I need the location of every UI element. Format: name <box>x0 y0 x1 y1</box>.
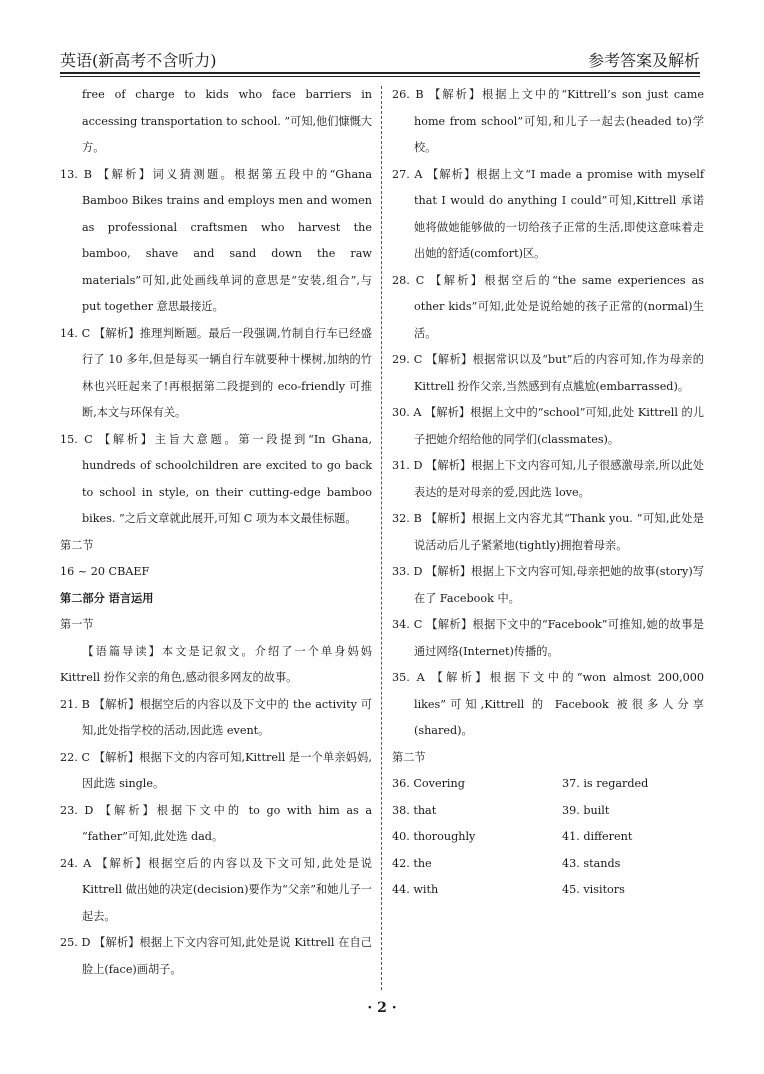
answer-explanation: 27. A 【解析】根据上文“I made a promise with myself that I would do anything I could”可知,Kittrell 承诺她将做她能够做的一切给孩子正常的生活,即使这意味着走出她的舒适(comfort)区。 <box>392 167 704 260</box>
answer-explanation: 23. D 【解析】根据下文中的 to go with him as a “father”可知,此处选 dad。 <box>60 803 372 843</box>
answer-explanation: 15. C 【解析】主旨大意题。第一段提到“In Ghana, hundreds of schoolchildren are excited to go back to school in style, on their cutting-edge bamboo bikes. ”之后文章就此展开,可知 C 项为本文最佳标题。 <box>60 432 372 525</box>
right-column <box>392 82 704 904</box>
left-column <box>60 82 372 983</box>
fill-blank-answer: 44. with <box>392 883 439 896</box>
answer-explanation: 21. B 【解析】根据空后的内容以及下文中的 the activity 可知,此处指学校的活动,因此选 event。 <box>60 697 372 737</box>
fill-blank-answer: 43. stands <box>562 856 621 870</box>
text-line: 【语篇导读】本文是记叙文。介绍了一个单身妈妈 Kittrell 扮作父亲的角色,感动很多网友的故事。 <box>60 644 372 684</box>
answer-explanation: 24. A 【解析】根据空后的内容以及下文可知,此处是说 Kittrell 做出她的决定(decision)要作为“父亲”和她儿子一起去。 <box>60 856 372 923</box>
answer-explanation: 26. B 【解析】根据上文中的“Kittrell’s son just came home from school”可知,和儿子一起去(headed to)学校。 <box>392 88 704 154</box>
fill-blank-answer: 40. thoroughly <box>392 830 476 843</box>
subject-title: 英语(新高考不含听力) <box>60 51 217 70</box>
answer-explanation: 30. A 【解析】根据上文中的“school”可知,此处 Kittrell 的儿子把她介绍给他的同学们(classmates)。 <box>392 406 704 446</box>
answer-grid <box>392 771 704 904</box>
fill-blank-answer: 37. is regarded <box>562 777 649 790</box>
column-divider <box>381 86 382 990</box>
fill-blank-answer: 42. the <box>392 856 432 870</box>
text-line: 第二节 <box>392 750 426 764</box>
header-rule-thin <box>60 76 700 77</box>
fill-blank-answer: 38. that <box>392 803 437 817</box>
text-line: 第二节 <box>60 538 94 552</box>
answer-explanation: 25. D 【解析】根据上下文内容可知,此处是说 Kittrell 在自己脸上(face)画胡子。 <box>60 936 372 976</box>
answer-explanation: 13. B 【解析】词义猜测题。根据第五段中的“Ghana Bamboo Bikes trains and employs men and women as professional craftsmen who harvest the bamboo, shave and sand down the raw materials”可知,此处画线单词的意思是“安装,组合”,与 put together 意思最接近。 <box>60 167 372 313</box>
text-line: 16 ~ 20 CBAEF <box>60 565 150 578</box>
section-title: 参考答案及解析 <box>587 51 700 70</box>
fill-blank-answer: 39. built <box>562 803 610 817</box>
answer-explanation: 28. C 【解析】根据空后的“the same experiences as other kids”可知,此处是说给她的孩子正常的(normal)生活。 <box>392 273 704 340</box>
answer-explanation: 22. C 【解析】根据下文的内容可知,Kittrell 是一个单亲妈妈,因此选 single。 <box>60 750 372 790</box>
page-number: · 2 · <box>367 1000 397 1016</box>
answer-explanation: 32. B 【解析】根据上文内容尤其“Thank you. ”可知,此处是说活动后儿子紧紧地(tightly)拥抱着母亲。 <box>392 512 704 552</box>
fill-blank-answer: 41. different <box>562 830 633 843</box>
fill-blank-answer: 45. visitors <box>562 883 625 896</box>
header-rule-thick <box>60 72 700 74</box>
text-line: free of charge to kids who face barriers in accessing transportation to school. ”可知,他们慷慨大方。 <box>82 88 372 154</box>
answer-explanation: 33. D 【解析】根据上下文内容可知,母亲把她的故事(story)写在了 Facebook 中。 <box>392 565 704 605</box>
fill-blank-answer: 36. Covering <box>392 777 465 790</box>
right-items <box>392 82 704 771</box>
answer-explanation: 29. C 【解析】根据常识以及“but”后的内容可知,作为母亲的 Kittrell 扮作父亲,当然感到有点尴尬(embarrassed)。 <box>392 353 704 393</box>
text-line: 第一节 <box>60 618 94 631</box>
part-heading: 第二部分 语言运用 <box>60 591 154 605</box>
answer-explanation: 14. C 【解析】推理判断题。最后一段强调,竹制自行车已经盛行了 10 多年,但是每买一辆自行车就要种十棵树,加纳的竹林也兴旺起来了!再根据第二段提到的 eco-friendly 可推断,本文与环保有关。 <box>60 326 372 419</box>
answer-explanation: 34. C 【解析】根据下文中的“Facebook”可推知,她的故事是通过网络(Internet)传播的。 <box>392 618 704 658</box>
answer-explanation: 31. D 【解析】根据上下文内容可知,儿子很感激母亲,所以此处表达的是对母亲的爱,因此选 love。 <box>392 459 704 499</box>
answer-explanation: 35. A 【解析】根据下文中的“won almost 200,000 likes”可知,Kittrell 的 Facebook 被很多人分享(shared)。 <box>392 671 704 737</box>
page-header <box>60 44 700 72</box>
